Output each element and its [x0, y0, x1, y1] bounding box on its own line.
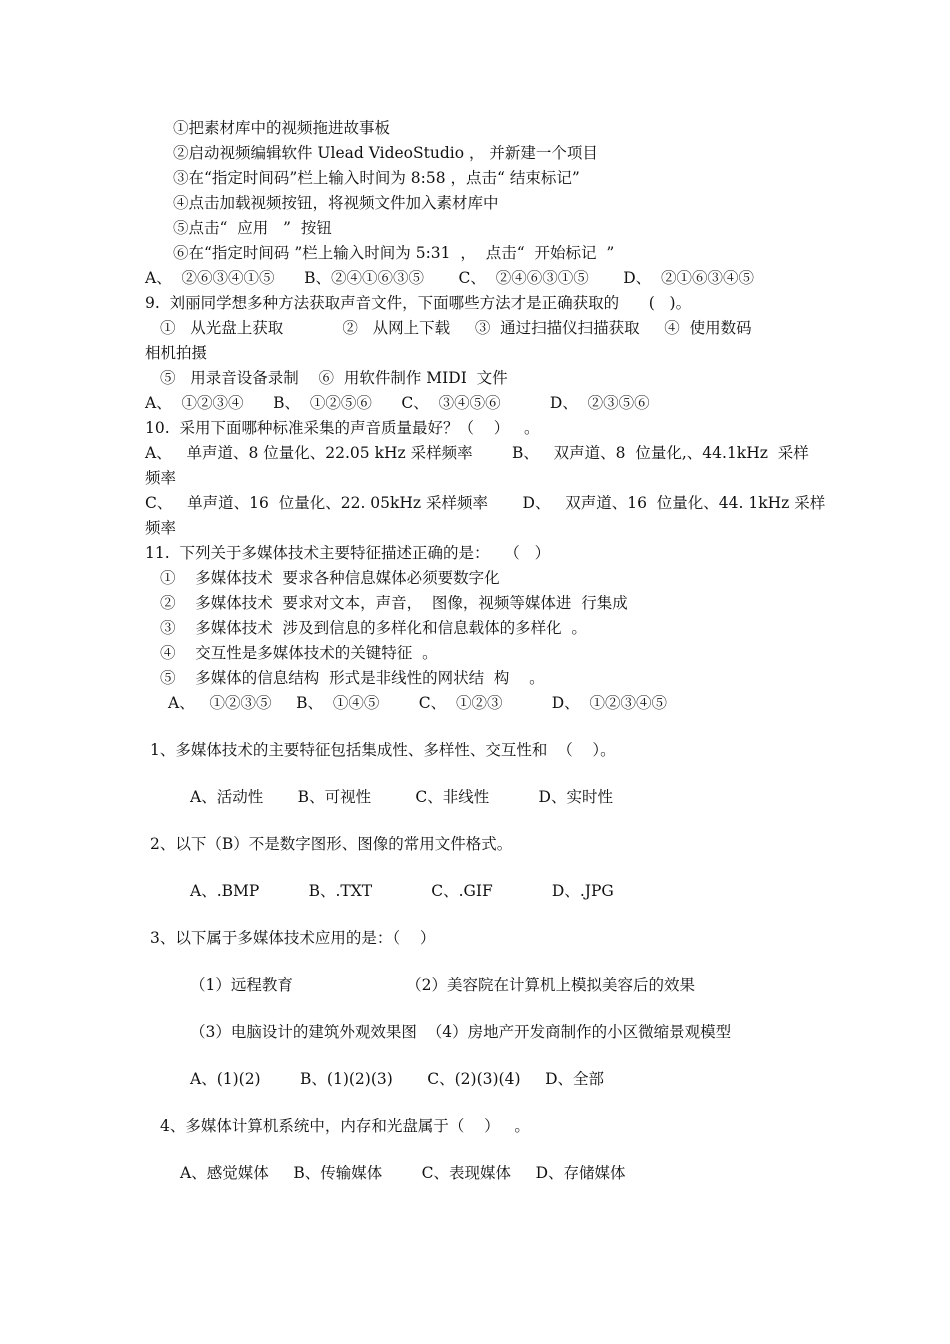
q11-item-2: ② 多媒体技术 要求对文本，声音， 图像，视频等媒体进 行集成	[160, 594, 628, 612]
s1-options: A、活动性 B、可视性 C、非线性 D、实时性	[190, 788, 613, 806]
s2-options: A、.BMP B、.TXT C、.GIF D、.JPG	[190, 882, 614, 900]
s3-items-line2: （3）电脑设计的建筑外观效果图 （4）房地产开发商制作的小区微缩景观模型	[190, 1023, 732, 1041]
step-4: ④点击加载视频按钮，将视频文件加入素材库中	[173, 194, 499, 212]
q11-item-3: ③ 多媒体技术 涉及到信息的多样化和信息载体的多样化 。	[160, 619, 587, 637]
q11-stem: 11. 下列关于多媒体技术主要特征描述正确的是： （ ）	[145, 544, 551, 562]
s1-stem: 1、多媒体技术的主要特征包括集成性、多样性、交互性和 （ ）。	[150, 741, 616, 759]
q9-items-line1-wrap: 相机拍摄	[145, 344, 208, 362]
s4-stem: 4、多媒体计算机系统中，内存和光盘属于（ ） 。	[160, 1117, 530, 1135]
step-2: ②启动视频编辑软件 Ulead VideoStudio ， 并新建一个项目	[173, 144, 598, 162]
q10-options-ab: A、 单声道、8 位量化、22.05 kHz 采样频率 B、 双声道、8 位量化,、44.1kHz 采样	[145, 444, 809, 462]
q9-items-line2: ⑤ 用录音设备录制 ⑥ 用软件制作 MIDI 文件	[160, 369, 508, 387]
step-1: ①把素材库中的视频拖进故事板	[173, 119, 391, 137]
s3-items-line1: （1）远程教育 （2）美容院在计算机上模拟美容后的效果	[190, 976, 696, 994]
q9-options: A、 ①②③④ B、 ①②⑤⑥ C、 ③④⑤⑥ D、 ②③⑤⑥	[145, 394, 650, 412]
q9-stem: 9. 刘丽同学想多种方法获取声音文件，下面哪些方法才是正确获取的 ( )。	[145, 294, 692, 312]
s2-stem: 2、以下（B）不是数字图形、图像的常用文件格式。	[150, 835, 513, 853]
step-3: ③在“指定时间码”栏上输入时间为 8:58 ，点击“ 结束标记”	[173, 169, 580, 187]
q9-items-line1: ① 从光盘上获取 ② 从网上下载 ③ 通过扫描仪扫描获取 ④ 使用数码	[160, 319, 752, 337]
q10-options-ab-wrap: 频率	[145, 469, 177, 487]
q11-item-1: ① 多媒体技术 要求各种信息媒体必须要数字化	[160, 569, 500, 587]
step-6: ⑥在“指定时间码 ”栏上输入时间为 5:31 ， 点击“ 开始标记 ”	[173, 244, 615, 262]
q10-options-cd: C、 单声道、16 位量化、22. 05kHz 采样频率 D、 双声道、16 位量化、44. 1kHz 采样	[145, 494, 826, 512]
q10-options-cd-wrap: 频率	[145, 519, 177, 537]
q11-item-5: ⑤ 多媒体的信息结构 形式是非线性的网状结 构 。	[160, 669, 545, 687]
q8-options: A、 ②⑥③④①⑤ B、②④①⑥③⑤ C、 ②④⑥③①⑤ D、 ②①⑥③④⑤	[145, 269, 754, 287]
q11-item-4: ④ 交互性是多媒体技术的关键特征 。	[160, 644, 438, 662]
s4-options: A、感觉媒体 B、传输媒体 C、表现媒体 D、存储媒体	[180, 1164, 626, 1182]
q11-options: A、 ①②③⑤ B、 ①④⑤ C、 ①②③ D、 ①②③④⑤	[168, 694, 668, 712]
s3-options: A、(1)(2) B、(1)(2)(3) C、(2)(3)(4) D、全部	[190, 1070, 605, 1088]
s3-stem: 3、以下属于多媒体技术应用的是：（ ）	[150, 929, 436, 947]
step-5: ⑤点击“ 应用 ” 按钮	[173, 219, 332, 237]
q10-stem: 10. 采用下面哪种标准采集的声音质量最好？（ ） 。	[145, 419, 540, 437]
